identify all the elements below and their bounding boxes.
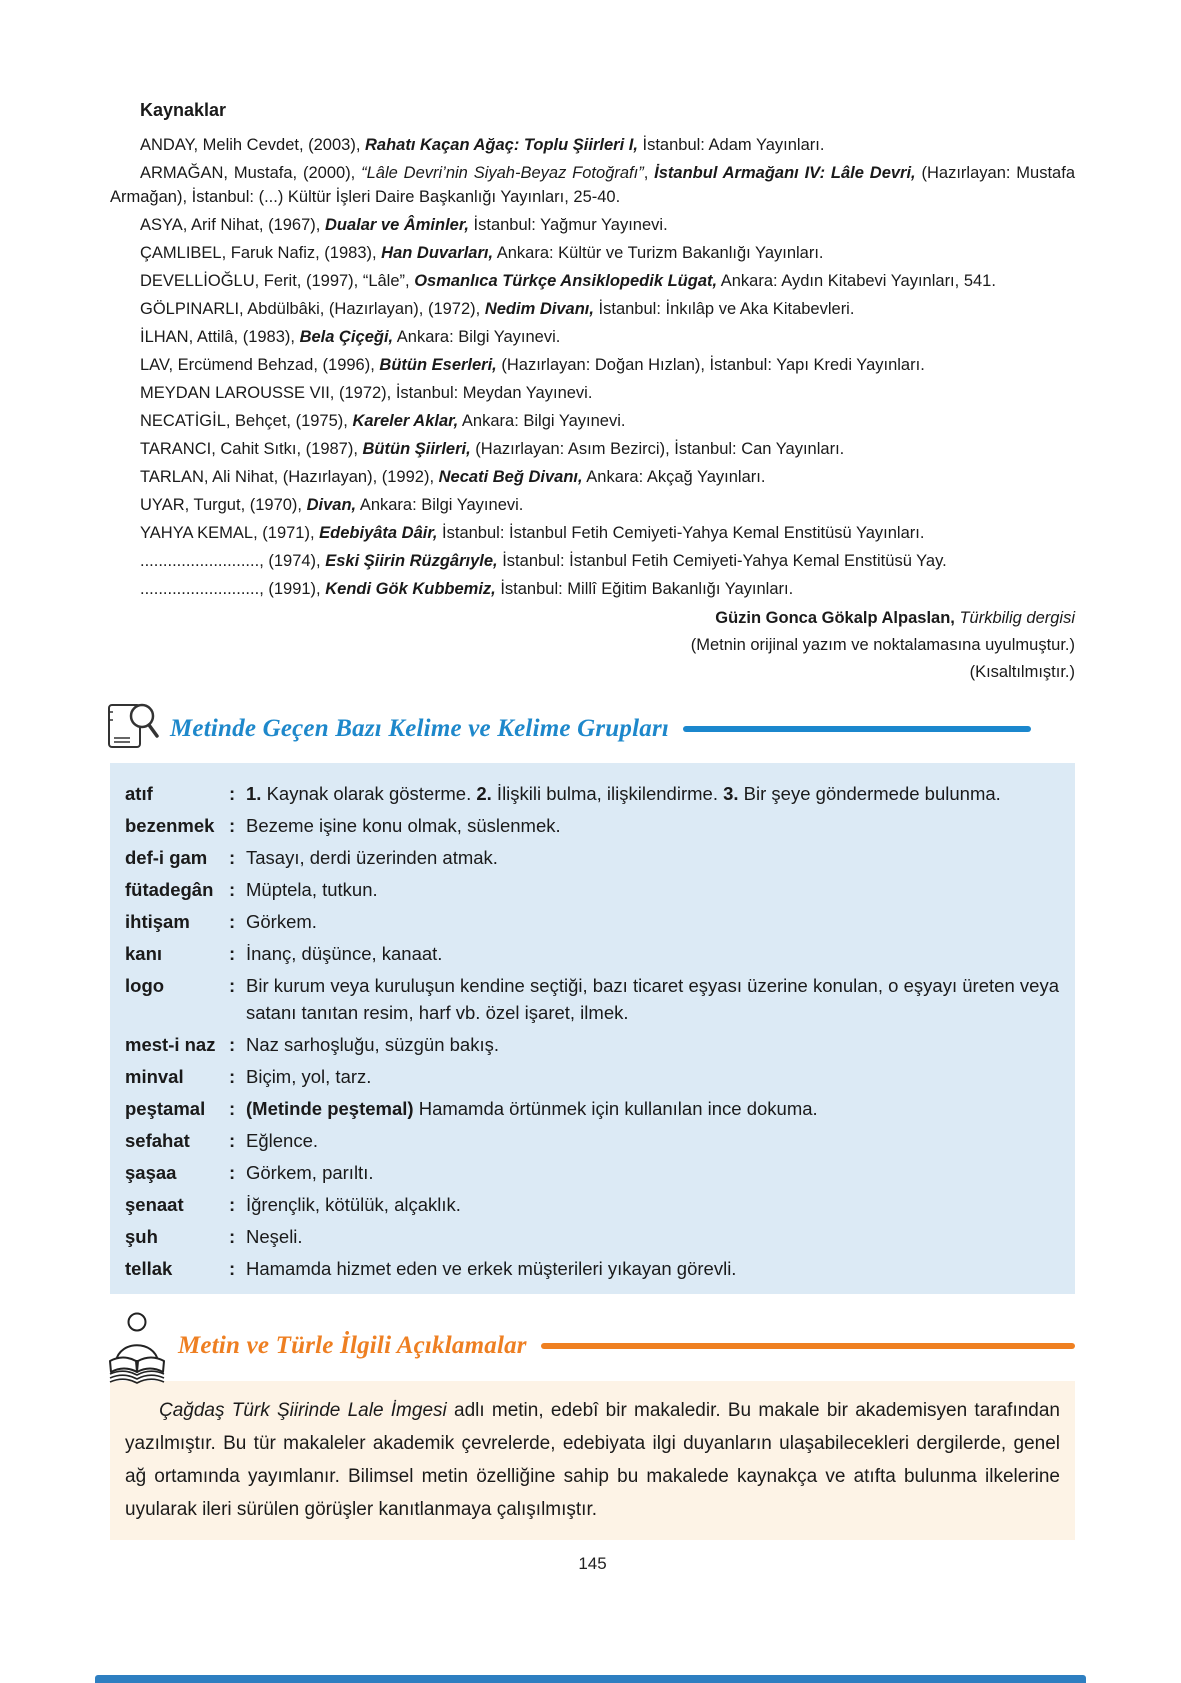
glossary-definition: Müptela, tutkun. (246, 879, 378, 900)
bibliography-entry: NECATİGİL, Behçet, (1975), Kareler Aklar, Ankara: Bilgi Yayınevi. (140, 412, 626, 430)
notes-title-rule (541, 1343, 1075, 1349)
bibliography-entry: GÖLPINARLI, Abdülbâki, (Hazırlayan), (1972), Nedim Divanı, İstanbul: İnkılâp ve Aka Kitabevleri. (140, 300, 855, 318)
attribution-note-1: (Metnin orijinal yazım ve noktalamasına uyulmuştur.) (690, 636, 1075, 654)
bibliography-entry: TARLAN, Ali Nihat, (Hazırlayan), (1992), Necati Beğ Divanı, Ankara: Akçağ Yayınları. (140, 468, 766, 486)
bibliography-entry: DEVELLİOĞLU, Ferit, (1997), “Lâle”, Osmanlıca Türkçe Ansiklopedik Lügat, Ankara: Aydın Kitabevi Yayınları, 541. (140, 272, 996, 290)
notes-box (110, 1381, 1075, 1540)
glossary-definition: Eğlence. (246, 1130, 318, 1151)
bibliography-entry: LAV, Ercümend Behzad, (1996), Bütün Eserleri, (Hazırlayan: Doğan Hızlan), İstanbul: Yapı Kredi Yayınları. (140, 356, 925, 374)
glossary-entry (125, 1223, 1061, 1250)
glossary-entry (125, 1159, 1061, 1186)
glossary-box (110, 763, 1075, 1294)
glossary-entry (125, 1095, 1061, 1122)
glossary-colon: : (229, 1098, 236, 1119)
glossary-term: şenaat (125, 1194, 184, 1215)
glossary-colon: : (229, 847, 236, 868)
glossary-term: atıf (125, 783, 153, 804)
notes-title: Metin ve Türle İlgili Açıklamalar (178, 1331, 527, 1359)
glossary-entry (125, 1063, 1061, 1090)
glossary-entry (125, 844, 1061, 871)
glossary-definition: Görkem, parıltı. (246, 1162, 374, 1183)
glossary-definition: Hamamda hizmet eden ve erkek müşterileri yıkayan görevli. (246, 1258, 737, 1279)
glossary-definition: Görkem. (246, 911, 317, 932)
glossary-definition: Tasayı, derdi üzerinden atmak. (246, 847, 498, 868)
notes-paragraph: Çağdaş Türk Şiirinde Lale İmgesi adlı metin, edebî bir makaledir. Bu makale bir akademisyen tarafından yazılmıştır. Bu tür makaleler akademik çevrelerde, edebiyata ilgi duyanların ulaşabilecekleri dergilerde, genel ağ ortamında yayımlanır. Bilimsel metin özelliğine sahip bu makalede kaynakça ve atıfta bulunma ilkelerine uyularak ileri sürülen görüşler kanıtlanmaya çalışılmıştır. (125, 1400, 1060, 1520)
bibliography-entry: .........................., (1991), Kendi Gök Kubbemiz, İstanbul: Millî Eğitim Bakanlığı Yayınları. (140, 580, 794, 598)
kaynaklar-title: Kaynaklar (140, 100, 227, 120)
bibliography-entry: UYAR, Turgut, (1970), Divan, Ankara: Bilgi Yayınevi. (140, 496, 524, 514)
glossary-colon: : (229, 1258, 236, 1279)
bibliography-entry: İLHAN, Attilâ, (1983), Bela Çiçeği, Ankara: Bilgi Yayınevi. (140, 328, 561, 346)
glossary-term: bezenmek (125, 815, 215, 836)
glossary-entry (125, 908, 1061, 935)
footer-bar (95, 1675, 1086, 1683)
bibliography-entry: ASYA, Arif Nihat, (1967), Dualar ve Âminler, İstanbul: Yağmur Yayınevi. (140, 216, 668, 234)
glossary-colon: : (229, 1130, 236, 1151)
glossary-colon: : (229, 1034, 236, 1055)
glossary-term: peştamal (125, 1098, 206, 1119)
glossary-term: şuh (125, 1226, 158, 1247)
glossary-term: fütadegân (125, 879, 214, 900)
attribution-journal: Türkbilig dergisi (954, 609, 1075, 627)
bibliography-entry: ARMAĞAN, Mustafa, (2000), “Lâle Devri’nin Siyah-Beyaz Fotoğrafı”, İstanbul Armağanı IV: Lâle Devri, (Hazırlayan: Mustafa Armağan), İstanbul: (...) Kültür İşleri Daire Başkanlığı Yayınları, 25-40. (110, 164, 1075, 206)
reading-person-icon (106, 1312, 168, 1391)
glossary-colon: : (229, 943, 236, 964)
glossary-definition: Naz sarhoşluğu, süzgün bakış. (246, 1034, 499, 1055)
glossary-term: minval (125, 1066, 184, 1087)
glossary-definition: 1. Kaynak olarak gösterme. 2. İlişkili bulma, ilişkilendirme. 3. Bir şeye göndermede bulunma. (246, 783, 1001, 804)
glossary-title-rule (683, 726, 1031, 732)
glossary-definition: Bir kurum veya kuruluşun kendine seçtiği, bazı ticaret eşyası üzerine konulan, o eşyayı üreten veya satanı tanıtan resim, harf vb. özel işaret, ilmek. (246, 975, 1059, 1023)
glossary-colon: : (229, 975, 236, 996)
glossary-colon: : (229, 1194, 236, 1215)
bibliography-entry: TARANCI, Cahit Sıtkı, (1987), Bütün Şiirleri, (Hazırlayan: Asım Bezirci), İstanbul: Can Yayınları. (140, 440, 845, 458)
page-number: 145 (578, 1554, 607, 1573)
bibliography-entry: MEYDAN LAROUSSE VII, (1972), İstanbul: Meydan Yayınevi. (140, 384, 593, 402)
bibliography-list (110, 133, 1075, 601)
attribution-author: Güzin Gonca Gökalp Alpaslan, (715, 609, 955, 627)
glossary-definition: İğrençlik, kötülük, alçaklık. (246, 1194, 461, 1215)
glossary-term: tellak (125, 1258, 173, 1279)
bibliography-entry: ÇAMLIBEL, Faruk Nafiz, (1983), Han Duvarları, Ankara: Kültür ve Turizm Bakanlığı Yayınları. (140, 244, 824, 262)
glossary-entry (125, 876, 1061, 903)
glossary-term: ihtişam (125, 911, 190, 932)
glossary-definition: Biçim, yol, tarz. (246, 1066, 372, 1087)
glossary-entry (125, 1191, 1061, 1218)
glossary-definition: Bezeme işine konu olmak, süslenmek. (246, 815, 561, 836)
glossary-term: def-i gam (125, 847, 208, 868)
glossary-definition: (Metinde peştemal) Hamamda örtünmek için kullanılan ince dokuma. (246, 1098, 818, 1119)
glossary-colon: : (229, 879, 236, 900)
glossary-colon: : (229, 1226, 236, 1247)
glossary-entry (125, 1127, 1061, 1154)
glossary-term: logo (125, 975, 165, 996)
glossary-colon: : (229, 1066, 236, 1087)
glossary-entry (125, 1031, 1061, 1058)
glossary-colon: : (229, 911, 236, 932)
glossary-title: Metinde Geçen Bazı Kelime ve Kelime Grupları (170, 714, 670, 742)
glossary-definition: Neşeli. (246, 1226, 303, 1247)
glossary-entry (125, 972, 1061, 1026)
glossary-term: sefahat (125, 1130, 190, 1151)
glossary-entry (125, 940, 1061, 967)
kaynaklar-section (110, 100, 1075, 686)
glossary-term: şaşaa (125, 1162, 177, 1183)
glossary-entry (125, 1255, 1061, 1282)
glossary-header (110, 700, 1075, 757)
glossary-entry (125, 812, 1061, 839)
glossary-term: kanı (125, 943, 163, 964)
attribution (110, 605, 1075, 686)
notes-header (110, 1312, 1075, 1379)
attribution-note-2: (Kısaltılmıştır.) (969, 663, 1075, 681)
glossary-colon: : (229, 783, 236, 804)
glossary-entry (125, 780, 1061, 807)
glossary-colon: : (229, 815, 236, 836)
attribution-author-line (110, 605, 1075, 632)
bibliography-entry: .........................., (1974), Eski Şiirin Rüzgârıyle, İstanbul: İstanbul Fetih Cemiyeti-Yahya Kemal Enstitüsü Yay. (140, 552, 947, 570)
glossary-colon: : (229, 1162, 236, 1183)
glossary-term: mest-i naz (125, 1034, 216, 1055)
bibliography-entry: ANDAY, Melih Cevdet, (2003), Rahatı Kaçan Ağaç: Toplu Şiirleri I, İstanbul: Adam Yayınları. (140, 136, 825, 154)
book-magnifier-icon (106, 700, 160, 757)
bibliography-entry: YAHYA KEMAL, (1971), Edebiyâta Dâir, İstanbul: İstanbul Fetih Cemiyeti-Yahya Kemal Enstitüsü Yayınları. (140, 524, 925, 542)
glossary-definition: İnanç, düşünce, kanaat. (246, 943, 443, 964)
